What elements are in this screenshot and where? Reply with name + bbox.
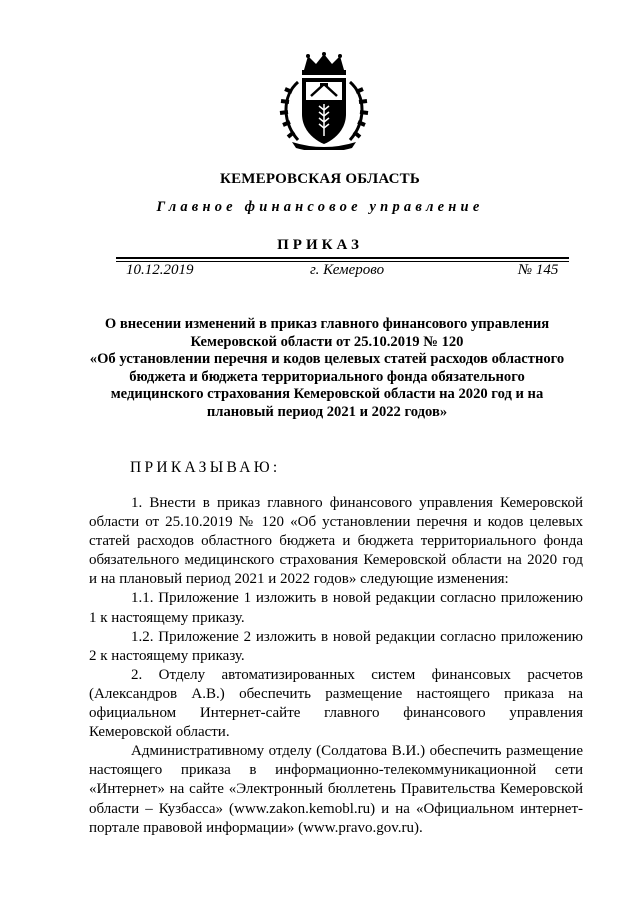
- body-paragraph: Административному отделу (Солдатова В.И.) обеспечить размещение настоящего приказа в информационно-телекоммуникационной сети «Интернет» на сайте «Электронный бюллетень Правительства Кемеровской области – Кузбасса» (www.zakon.kemobl.ru) и на «Официальном интернет-портале правовой информации» (www.pravo.gov.ru).: [89, 743, 583, 836]
- order-directive: ПРИКАЗЫВАЮ:: [130, 459, 281, 476]
- subject-line: медицинского страхования Кемеровской области на 2020 год и на: [110, 386, 544, 403]
- region-title: КЕМЕРОВСКАЯ ОБЛАСТЬ: [220, 171, 420, 187]
- order-body: [89, 494, 583, 838]
- order-city: г. Кемерово: [310, 262, 385, 278]
- header-rule-thick: [116, 257, 569, 259]
- agency-name: Главное финансовое управление: [156, 199, 484, 215]
- body-paragraph: 1.2. Приложение 2 изложить в новой редакции согласно приложению 2 к настоящему приказу.: [89, 628, 583, 664]
- document-type: ПРИКАЗ: [277, 237, 363, 253]
- body-paragraph: 1. Внести в приказ главного финансового управления Кемеровской области от 25.10.2019 № 120 «Об установлении перечня и кодов целевых статей расходов областного бюджета и бюджета территориального фонда обязательного медицинского страхования Кемеровской области на 2020 год и на плановый период 2021 и 2022 годов» следующие изменения:: [89, 495, 583, 588]
- subject-line: Кемеровской области от 25.10.2019 № 120: [190, 333, 464, 350]
- subject-line: «Об установлении перечня и кодов целевых статей расходов областного: [89, 351, 565, 368]
- body-paragraph: 2. Отделу автоматизированных систем финансовых расчетов (Александров А.В.) обеспечить размещение настоящего приказа на официальном Интернет-сайте главного финансового управления Кемеровской области.: [89, 666, 583, 741]
- order-date: 10.12.2019: [126, 262, 194, 278]
- subject-line: бюджета и бюджета территориального фонда обязательного: [129, 368, 525, 385]
- order-number: № 145: [518, 262, 559, 278]
- subject-line: О внесении изменений в приказ главного финансового управления: [104, 316, 550, 332]
- order-subject: [80, 316, 574, 422]
- coat-of-arms-icon: [278, 52, 370, 150]
- subject-line: плановый период 2021 и 2022 годов»: [206, 403, 448, 420]
- body-paragraph: 1.1. Приложение 1 изложить в новой редакции согласно приложению 1 к настоящему приказу.: [89, 590, 583, 626]
